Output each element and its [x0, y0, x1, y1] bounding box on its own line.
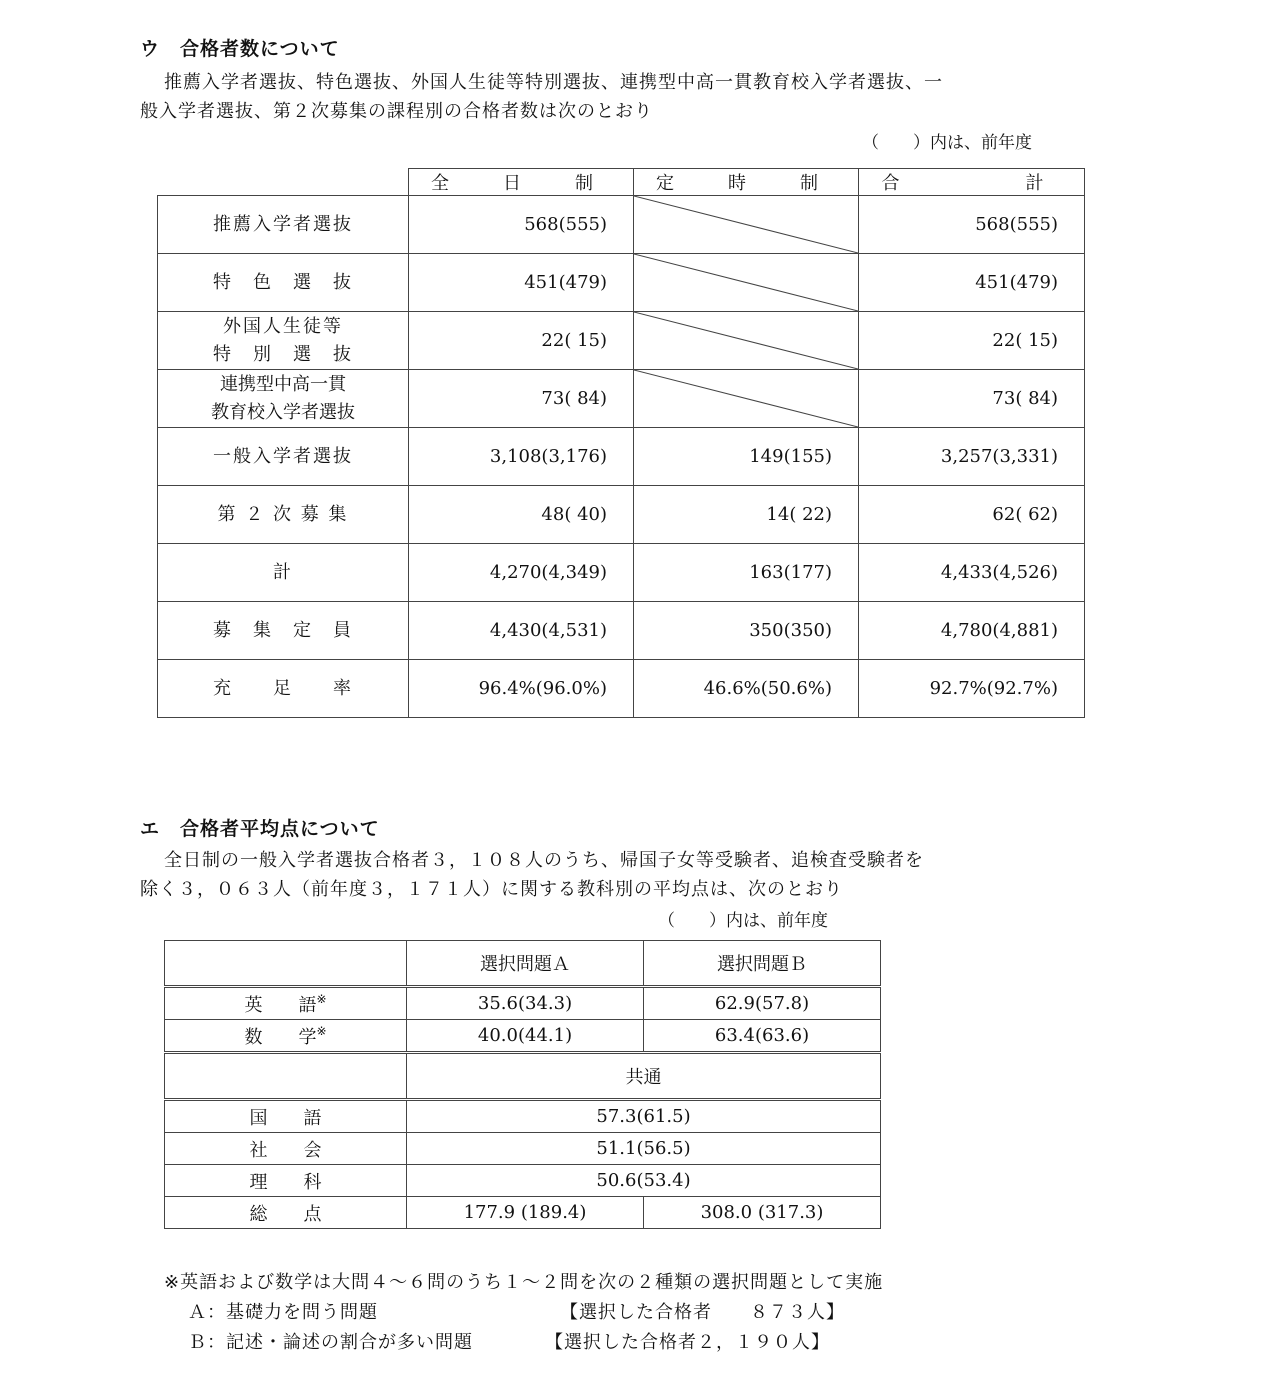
row-label-line1: 外国人生徒等 — [223, 315, 343, 337]
table-row — [158, 544, 1085, 602]
header-total: 合 計 — [859, 169, 1085, 196]
table-header-row — [165, 1053, 881, 1100]
footnote-a-count: 【選択した合格者 ８７３人】 — [560, 1302, 845, 1323]
subject-math — [165, 1020, 407, 1053]
table-header-row — [165, 941, 881, 987]
row-label: 充 足 率 — [158, 660, 409, 718]
diagonal-empty-cell — [634, 312, 859, 370]
row-label-line2: 特 別 選 抜 — [213, 343, 353, 365]
row-label-line1: 連携型中高一貫 — [220, 373, 346, 395]
table-row — [158, 312, 1085, 370]
footnote-line1: ※英語および数学は大問４～６問のうち１～２問を次の２種類の選択問題として実施 — [164, 1272, 884, 1293]
math-b-value: 63.4(63.6) — [644, 1020, 881, 1053]
japanese-value: 57.3(61.5) — [407, 1100, 881, 1133]
row-label: 計 — [158, 544, 409, 602]
full-time-value: 22( 15) — [409, 312, 634, 370]
row-label — [158, 312, 409, 370]
table-row — [158, 254, 1085, 312]
row-label — [158, 370, 409, 428]
row-label: 一般入学者選抜 — [158, 428, 409, 486]
table-row — [158, 428, 1085, 486]
header-blank-cell — [165, 941, 407, 987]
total-b-value: 308.0 (317.3) — [644, 1197, 881, 1229]
full-time-value: 568(555) — [409, 196, 634, 254]
total-value: 3,257(3,331) — [859, 428, 1085, 486]
row-label: 募 集 定 員 — [158, 602, 409, 660]
part-time-value: 14( 22) — [634, 486, 859, 544]
header-blank-cell — [165, 1053, 407, 1100]
table-row — [158, 196, 1085, 254]
english-a-value: 35.6(34.3) — [407, 987, 644, 1020]
full-time-value: 96.4%(96.0%) — [409, 660, 634, 718]
section-u-paragraph-line1: 推薦入学者選抜、特色選抜、外国人生徒等特別選抜、連携型中高一貫教育校入学者選抜、一 — [164, 72, 943, 93]
section-u-paragraph-line2: 般入学者選抜、第２次募集の課程別の合格者数は次のとおり — [140, 101, 653, 122]
row-label-line2: 教育校入学者選抜 — [211, 401, 355, 423]
part-time-value: 149(155) — [634, 428, 859, 486]
header-choice-a: 選択問題Ａ — [407, 941, 644, 987]
math-a-value: 40.0(44.1) — [407, 1020, 644, 1053]
social-value: 51.1(56.5) — [407, 1133, 881, 1165]
total-value: 451(479) — [859, 254, 1085, 312]
table-header-row — [158, 169, 1085, 196]
subject-math-label: 数 学 — [244, 1026, 317, 1048]
subject-japanese: 国 語 — [165, 1100, 407, 1133]
row-label: 第 ２ 次 募 集 — [158, 486, 409, 544]
full-time-value: 3,108(3,176) — [409, 428, 634, 486]
full-time-value: 4,430(4,531) — [409, 602, 634, 660]
note-mark: ※ — [316, 991, 327, 1006]
row-label: 推薦入学者選抜 — [158, 196, 409, 254]
table-row — [158, 370, 1085, 428]
table-row — [158, 486, 1085, 544]
table-row — [165, 1100, 881, 1133]
science-value: 50.6(53.4) — [407, 1165, 881, 1197]
total-value: 73( 84) — [859, 370, 1085, 428]
footnote-b-count: 【選択した合格者２，１９０人】 — [545, 1332, 830, 1353]
footnote-b-label: Ｂ：記述・論述の割合が多い問題 — [188, 1332, 473, 1353]
total-value: 92.7%(92.7%) — [859, 660, 1085, 718]
header-part-time: 定 時 制 — [634, 169, 859, 196]
table-row — [165, 987, 881, 1020]
diagonal-empty-cell — [634, 370, 859, 428]
subject-total: 総 点 — [165, 1197, 407, 1229]
section-e-paragraph-line2: 除く３，０６３人（前年度３，１７１人）に関する教科別の平均点は、次のとおり — [140, 879, 843, 900]
part-time-value: 350(350) — [634, 602, 859, 660]
total-value: 62( 62) — [859, 486, 1085, 544]
section-u-note: （ ）内は、前年度 — [862, 133, 1032, 153]
footnote-a-label: Ａ：基礎力を問う問題 — [188, 1302, 378, 1323]
part-time-value: 163(177) — [634, 544, 859, 602]
full-time-value: 4,270(4,349) — [409, 544, 634, 602]
full-time-value: 451(479) — [409, 254, 634, 312]
section-e-note: （ ）内は、前年度 — [658, 911, 828, 931]
total-a-value: 177.9 (189.4) — [407, 1197, 644, 1229]
subject-english — [165, 987, 407, 1020]
part-time-value: 46.6%(50.6%) — [634, 660, 859, 718]
table-row — [165, 1133, 881, 1165]
subject-english-label: 英 語 — [244, 994, 317, 1016]
diagonal-empty-cell — [634, 196, 859, 254]
header-choice-b: 選択問題Ｂ — [644, 941, 881, 987]
header-common: 共通 — [407, 1053, 881, 1100]
table-row — [165, 1197, 881, 1229]
section-u-heading: ウ 合格者数について — [140, 38, 340, 60]
english-b-value: 62.9(57.8) — [644, 987, 881, 1020]
admissions-table — [157, 168, 1085, 718]
total-value: 568(555) — [859, 196, 1085, 254]
table-row — [165, 1020, 881, 1053]
total-value: 22( 15) — [859, 312, 1085, 370]
average-score-table — [164, 940, 881, 1229]
subject-science: 理 科 — [165, 1165, 407, 1197]
subject-social: 社 会 — [165, 1133, 407, 1165]
total-value: 4,780(4,881) — [859, 602, 1085, 660]
full-time-value: 48( 40) — [409, 486, 634, 544]
header-full-time: 全 日 制 — [409, 169, 634, 196]
table-row — [158, 660, 1085, 718]
total-value: 4,433(4,526) — [859, 544, 1085, 602]
header-blank-cell — [158, 169, 409, 196]
full-time-value: 73( 84) — [409, 370, 634, 428]
diagonal-empty-cell — [634, 254, 859, 312]
section-e-paragraph-line1: 全日制の一般入学者選抜合格者３，１０８人のうち、帰国子女等受験者、追検査受験者を — [164, 850, 924, 871]
note-mark: ※ — [316, 1023, 327, 1038]
section-e-heading: エ 合格者平均点について — [140, 818, 380, 840]
row-label: 特 色 選 抜 — [158, 254, 409, 312]
table-row — [158, 602, 1085, 660]
table-row — [165, 1165, 881, 1197]
